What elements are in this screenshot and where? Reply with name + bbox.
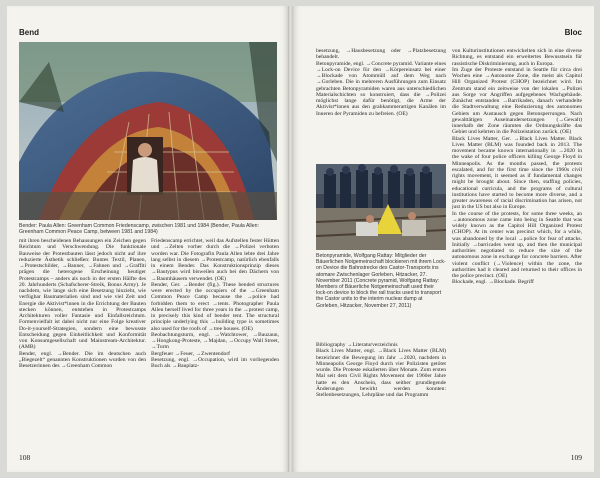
right-column-1-top <box>316 48 446 160</box>
entry-black-lives-matter-en: Black Lives Matter, Ger. →Black Lives Matter. Black Lives Matter (BLM) was founded back in 2013. The movement became known internationally in →2020 in the wake of four police officers killing George Floyd in Minneapolis. As the months passed, the protests escalated, and for the first time since the 1960s civil rights movement, it seemed as if fundamental changes might be brought about. Since then, staffing policies, educational curricula, and the programs of cultural institutions have started to become more diverse, and a greater awareness of racial discrimination has arisen, not just in the US but also in Europe. <box>452 135 582 211</box>
entry-text: von Kulturinstitutionen entwickelten sich in eine diverse Richtung, es entstand ein erweitertes Bewusstsein für rassistische Diskriminierung, auch in Europa. <box>452 48 582 67</box>
left-page <box>7 6 289 472</box>
entry-text: mit ihren bescheidenen Behausungen ein Zeichen gegen Reichtum und Verschwendung. Die funktionale Bauweise der Protestbauten lässt jedoch nicht auf ihre reduzierte Ästhetik schließen: Buntes Textil, Planen, →Protestschilder, →Banner, →Fahnen und →Graffiti prägen die heterogene Erscheinung heutiger Protestcamps – anders als noch in der ersten Hälfte des 20. Jahrhunderts (Schafscherer-Streik, Bonus Army). Je nachdem, wie lange sich eine Besetzung hinzieht, wie verfügbar Baumaterialien sind und wie viel Zeit und Energie die Aktivist*innen in die Errichtung der Bauten stecken können, entstehen in Protestcamps Architekturen voller Fantasie und Einfallsreichtum. Formenvielfalt ist dabei nicht nur eine Folge kreativer Do-it-yourself-Strategien, sondern eine bewusste Entscheidung gegen Einheitlichkeit und Konformität von Konsumgesellschaft und Mainstream-Architektur. (AMB) <box>19 238 146 351</box>
entry-text: besetzung, →Hausbesetzung oder →Platzbesetzung behandelt. <box>316 48 446 61</box>
entry-blockade: Blockade, engl. →Blockade. Begriff <box>452 279 534 286</box>
entry-bibliography: Bibliography →Literaturverzeichnis <box>316 342 398 348</box>
entry-text: In the course of the protests, for some three weeks, an →autonomous zone came into being in Seattle that was widely known as the Capitol Hill Organized Protest (CHOP). At its center was precinct which, for a while, was abandoned by the local →police for fear of attacks. Initially →barricades went up, and then the municipal authorities negotiated to reduce the size of the autonomous zone in exchange for concrete barriers. After violent conflict (→Violence) within the zone, the authorities had it cleared and returned to their offices in the police precinct. (OE) <box>452 210 582 279</box>
entry-besetzung: Besetzung, engl. →Occupation, wird im vorliegenden Buch als →Bauplatz- <box>151 356 279 369</box>
right-column-2 <box>452 48 582 460</box>
page-number-right: 109 <box>570 453 582 462</box>
right-column-1-bottom <box>316 342 446 460</box>
entry-black-lives-matter-de: Black Lives Matter, engl. →Black Lives Matter (BLM) bezeichnet die Bewegung im Jahr →2020, nachdem in Minneapolis George Floyd durch vier Polizisten getötet wurde. Die Proteste eskalierten über Monate. Zum ersten Mal seit dem Civil Rights Movement der 1960er Jahre hatte es den Anschein, dass seither grundlegende Änderungen bewirkt werden konnten: Stellenbesetzungen, Lehrpläne und das Programm <box>316 348 446 398</box>
running-head-right: Bloc <box>564 28 582 37</box>
entry-text: Friedenscamp errichtet, weil das Aufstellen fester Hütten und →Zelten vorher durch die →Polizei verboten worden war. Die Fotografin Paula Allen lebte drei Jahre lang selbst in diesem →Protestcamp, natürlich ebenfalls in einem Bender. Das Konstruktionsprinzip dieses →Bautypus wird bisweilen auch bei den Dächern von →Baumhäusern verwendet. (OE) <box>151 238 279 282</box>
photo-betonpyramide <box>316 164 446 250</box>
entry-betonpyramide: Betonpyramide, engl. →Concrete pyramid. Variante eines →Lock-on Device für den →Körpereinsatz bei einer →Blockade von Atommüll auf dem Weg nach →Gorleben. Die in mehreren Ausführungen zum Einsatz gebrachten Betonpyramiden waren aus unterschiedlichen Materialschichten so konstruiert, dass die →Polizei möglichst lange dafür benötigt, die Arme der Aktivist*innen aus den grabkammerartigen Kanälen im Inneren der Pyramiden zu befreien. (OE) <box>316 60 446 117</box>
page-number-left: 108 <box>19 453 31 462</box>
entry-bender-en: Bender, Ger. →Bender (fig.). These bended structures were erected by the occupiers of the →Greenham Common Peace Camp because the →police had forbidden them to erect →tents. Photographer Paula Allen herself lived for three years in the →protest camp, in precisely this kind of bender tent. The structural principle underlying this →building type is sometimes also used for the roofs of →tree houses. (OE) <box>151 281 279 332</box>
running-head-left: Bend <box>19 28 39 37</box>
photo-caption-right: Betonpyramide, Wolfgang Rattay: Mitglieder der Bäuerlichen Notgemeinschaft blockieren mit ihrem Lock-on Device die Bahnstrecke des Castor-Transports ins atomare Zwischenlager Gorleben, Hitzacker, 27. November 2011 (Concrete pyramid, Wolfgang Rattay: Members of Bäuerliche Notgemeinschaft used their lock-on device to block the rail tracks used to transport the Castor units to the interim nuclear dump at Gorleben, Hitzacker, November 27, 2011) <box>316 253 446 309</box>
entry-beobachtungsturm: Beobachtungsturm, engl. →Watchtower, →Bauzaun, →Hongkong-Proteste, →Majdan, →Occupy Wall Street, →Turm <box>151 331 279 351</box>
entry-bergfeuer: Bergfeuer →Feuer, →Zwentendorf <box>151 350 231 357</box>
entry-text: Im Zuge der Proteste entstand in Seattle für circa drei Wochen eine →Autonome Zone, die meist als Capitol Hill Organized Protest (CHOP) bezeichnet wird. Im Zentrum stand ein zeitweise von der lokalen →Polizei aus Sorge vor Angriffen aufgegebenes Wachgebäude. Zunächst entstanden →Barrikaden, danach verhandelte die Stadtverwaltung eine Reduzierung des autonomen Gebiets um Austausch gegen Betonsperrungen. Nach gewalttätigen Auseinandersetzungen (→Gewalt) innerhalb der Zone räumten die Ordnungskräfte das Gebiet und kehrten in die Polizeistation zurück. (OE) <box>452 66 582 136</box>
photo-caption-left: Bender: Paula Allen: Greenham Common Friedenscamp, zwischen 1981 und 1984 (Bender, Paula Allen: Greenham Common Peace Camp, between 1981 and 1984) <box>19 223 259 236</box>
left-column-2 <box>151 238 279 460</box>
left-column-1 <box>19 238 146 460</box>
entry-bender-de: Bender, engl. →Bender. Die im deutschen auch „Biegezelt“ genannten Konstruktionen wurden von den Besetzerinnen des →Greenham Common <box>19 350 146 369</box>
photo-greenham-bender <box>19 42 277 220</box>
right-page <box>292 6 594 472</box>
